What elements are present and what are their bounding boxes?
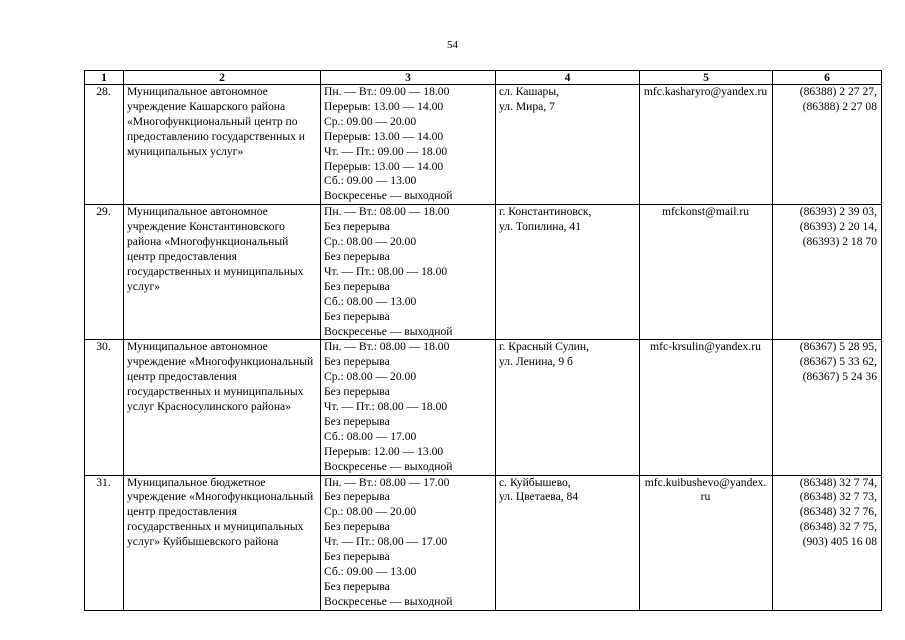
phone-line: (86393) 2 39 03, (799, 205, 877, 219)
schedule-line: Пн. — Вт.: 09.00 — 18.00 (324, 85, 450, 98)
address-line: с. Куйбышево, (499, 475, 571, 489)
schedule-line: Ср.: 08.00 — 20.00 (324, 370, 417, 384)
schedule-line: Чт. — Пт.: 08.00 — 18.00 (324, 264, 448, 278)
schedule-line: Сб.: 09.00 — 13.00 (324, 174, 417, 188)
phone-line: (86393) 2 18 70 (802, 235, 877, 249)
phone-line: (86348) 32 7 74, (799, 475, 877, 489)
organization-name-text: Муниципальное бюджетное учреждение «Многофункциональный центр предоставления государственных и муниципальных услуг» Куйбышевского района (127, 475, 314, 549)
column-header: 4 (496, 71, 640, 85)
organization-name (124, 475, 321, 610)
schedule-line: Воскресенье — выходной (324, 459, 453, 473)
schedule-line: Без перерыва (324, 520, 390, 534)
schedule-line: Без перерыва (324, 249, 390, 263)
schedule-line: Перерыв: 13.00 — 14.00 (324, 99, 444, 113)
address-line: сл. Кашары, (499, 85, 560, 98)
phone-line: (86388) 2 27 27, (799, 85, 877, 98)
schedule-line: Без перерыва (324, 279, 390, 293)
phone-numbers (773, 475, 882, 610)
email-address: mfc.kasharyro@yandex.ru (640, 85, 773, 205)
email-address: mfckonst@mail.ru (640, 205, 773, 340)
column-header: 6 (773, 71, 882, 85)
working-hours (321, 205, 496, 340)
phone-numbers (773, 340, 882, 475)
schedule-line: Перерыв: 13.00 — 14.00 (324, 129, 444, 143)
address (496, 85, 640, 205)
address (496, 205, 640, 340)
table-body (85, 85, 882, 611)
working-hours (321, 85, 496, 205)
organization-name-text: Муниципальное автономное учреждение Кашарского района «Многофункциональный центр по предоставлению государственных и муниципальных услуг» (127, 85, 306, 158)
schedule-line: Перерыв: 13.00 — 14.00 (324, 159, 444, 173)
organization-name-text: Муниципальное автономное учреждение Константиновского района «Многофункциональный центр предоставления государственных и муниципальных услуг» (127, 205, 304, 293)
schedule-line: Без перерыва (324, 355, 390, 369)
page-number: 54 (447, 39, 458, 51)
address-line: ул. Ленина, 9 б (499, 355, 573, 369)
address (496, 475, 640, 610)
row-number: 28. (85, 85, 124, 205)
schedule-line: Сб.: 08.00 — 13.00 (324, 294, 417, 308)
address-line: г. Константиновск, (499, 205, 592, 219)
schedule-line: Без перерыва (324, 490, 390, 504)
phone-line: (86348) 32 7 76, (799, 505, 877, 519)
schedule-line: Ср.: 08.00 — 20.00 (324, 505, 417, 519)
schedule-line: Пн. — Вт.: 08.00 — 17.00 (324, 475, 450, 489)
table-row (85, 475, 882, 610)
working-hours (321, 340, 496, 475)
address-line: ул. Цветаева, 84 (499, 490, 579, 504)
working-hours (321, 475, 496, 610)
email-address: mfc.kuibushevo@yandex.ru (640, 475, 773, 610)
row-number: 29. (85, 205, 124, 340)
schedule-line: Воскресенье — выходной (324, 594, 453, 608)
table-row (85, 340, 882, 475)
column-header: 5 (640, 71, 773, 85)
table-row (85, 85, 882, 205)
address-line: ул. Топилина, 41 (499, 220, 582, 234)
email-address: mfc-krsulin@yandex.ru (640, 340, 773, 475)
address-line: ул. Мира, 7 (499, 99, 555, 113)
schedule-line: Пн. — Вт.: 08.00 — 18.00 (324, 205, 450, 219)
phone-numbers (773, 85, 882, 205)
schedule-line: Без перерыва (324, 579, 390, 593)
table-header-row (85, 71, 882, 85)
row-number: 31. (85, 475, 124, 610)
phone-line: (903) 405 16 08 (802, 535, 877, 549)
organization-name-text: Муниципальное автономное учреждение «Многофункциональный центр предоставления государственных и муниципальных услуг Красносулинского района» (127, 340, 314, 414)
organization-name (124, 205, 321, 340)
organization-name (124, 340, 321, 475)
address-line: г. Красный Сулин, (499, 340, 589, 354)
phone-line: (86388) 2 27 08 (802, 99, 877, 113)
phone-line: (86367) 5 33 62, (799, 355, 877, 369)
schedule-line: Ср.: 09.00 — 20.00 (324, 114, 417, 128)
column-header: 1 (85, 71, 124, 85)
address (496, 340, 640, 475)
schedule-line: Без перерыва (324, 309, 390, 323)
row-number: 30. (85, 340, 124, 475)
schedule-line: Воскресенье — выходной (324, 189, 453, 203)
schedule-line: Без перерыва (324, 385, 390, 399)
schedule-line: Воскресенье — выходной (324, 324, 453, 338)
schedule-line: Сб.: 08.00 — 17.00 (324, 429, 417, 443)
schedule-line: Без перерыва (324, 414, 390, 428)
phone-line: (86348) 32 7 73, (799, 490, 877, 504)
schedule-line: Без перерыва (324, 220, 390, 234)
phone-line: (86393) 2 20 14, (799, 220, 877, 234)
phone-line: (86348) 32 7 75, (799, 520, 877, 534)
schedule-line: Без перерыва (324, 550, 390, 564)
schedule-line: Чт. — Пт.: 08.00 — 18.00 (324, 400, 448, 414)
column-header: 3 (321, 71, 496, 85)
schedule-line: Чт. — Пт.: 08.00 — 17.00 (324, 535, 448, 549)
schedule-line: Перерыв: 12.00 — 13.00 (324, 444, 444, 458)
schedule-line: Сб.: 09.00 — 13.00 (324, 565, 417, 578)
schedule-line: Пн. — Вт.: 08.00 — 18.00 (324, 340, 450, 354)
phone-line: (86367) 5 28 95, (799, 340, 877, 354)
column-header: 2 (124, 71, 321, 85)
phone-numbers (773, 205, 882, 340)
table-row (85, 205, 882, 340)
organization-name (124, 85, 321, 205)
schedule-line: Ср.: 08.00 — 20.00 (324, 235, 417, 249)
phone-line: (86367) 5 24 36 (802, 370, 877, 384)
mfc-registry-table (84, 70, 882, 611)
schedule-line: Чт. — Пт.: 09.00 — 18.00 (324, 144, 448, 158)
